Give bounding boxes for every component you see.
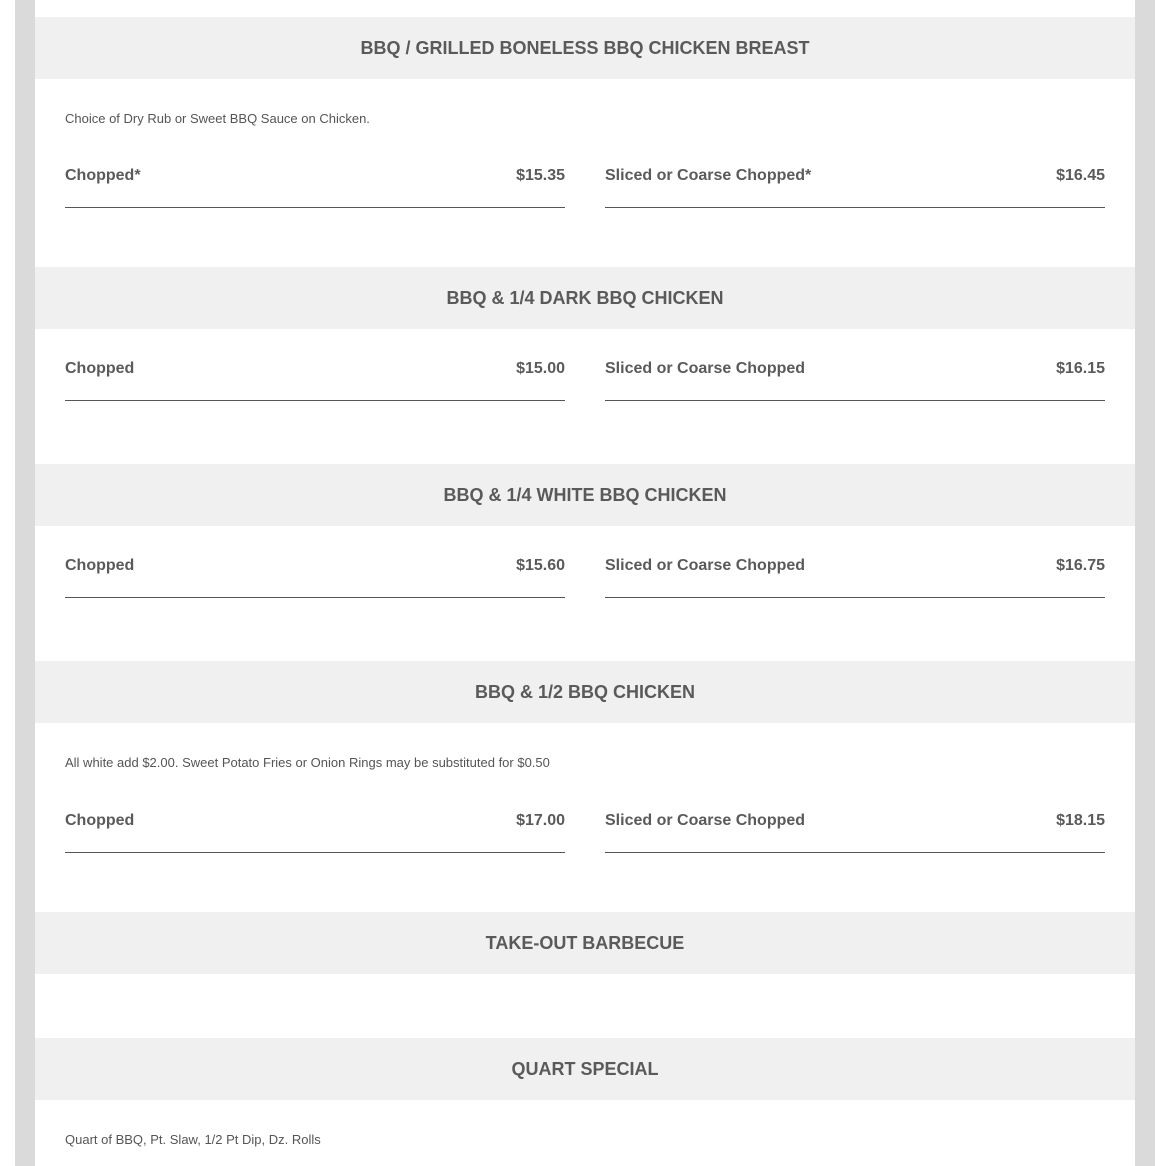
item-price: $16.15 [1056,360,1105,377]
item-price: $17.00 [516,812,565,829]
section-header-quart-special [35,1038,1135,1100]
item-name: Chopped* [65,167,141,184]
menu-item-sliced-or-coarse-chopped [605,557,1105,598]
item-name: Chopped [65,557,135,574]
item-price: $15.35 [516,167,565,184]
item-price: $16.75 [1056,557,1105,574]
item-name: Sliced or Coarse Chopped* [605,167,812,184]
item-name: Chopped [65,360,135,377]
item-price: $15.60 [516,557,565,574]
item-price: $16.45 [1056,167,1105,184]
menu-item-chopped [65,167,565,208]
item-name: Chopped [65,812,135,829]
section-title: TAKE-OUT BARBECUE [485,932,685,953]
menu-item-sliced-or-coarse-chopped [605,812,1105,853]
section-note: All white add $2.00. Sweet Potato Fries or Onion Rings may be substituted for $0.50 [65,755,550,770]
section-title: QUART SPECIAL [511,1058,659,1079]
section-title: BBQ & 1/2 BBQ CHICKEN [474,681,696,702]
menu-item-chopped [65,360,565,401]
section-note: Quart of BBQ, Pt. Slaw, 1/2 Pt Dip, Dz. Rolls [65,1132,321,1147]
section-note: Choice of Dry Rub or Sweet BBQ Sauce on Chicken. [65,111,370,126]
item-price: $15.00 [516,360,565,377]
item-price: $18.15 [1056,812,1105,829]
section-header-dark-chicken [35,267,1135,329]
section-title: BBQ / GRILLED BONELESS BBQ CHICKEN BREAST [360,37,810,58]
item-name: Sliced or Coarse Chopped [605,557,806,574]
section-title: BBQ & 1/4 WHITE BBQ CHICKEN [443,484,727,505]
section-header-half-chicken [35,661,1135,723]
section-header-boneless-chicken-breast [35,17,1135,79]
menu-item-sliced-or-coarse-chopped [605,167,1105,208]
menu-item-chopped [65,812,565,853]
section-title: BBQ & 1/4 DARK BBQ CHICKEN [446,287,724,308]
menu-item-sliced-or-coarse-chopped [605,360,1105,401]
menu-item-chopped [65,557,565,598]
section-header-take-out-barbecue [35,912,1135,974]
section-header-white-chicken [35,464,1135,526]
menu-page [35,0,1135,1166]
item-name: Sliced or Coarse Chopped [605,360,806,377]
item-name: Sliced or Coarse Chopped [605,812,806,829]
